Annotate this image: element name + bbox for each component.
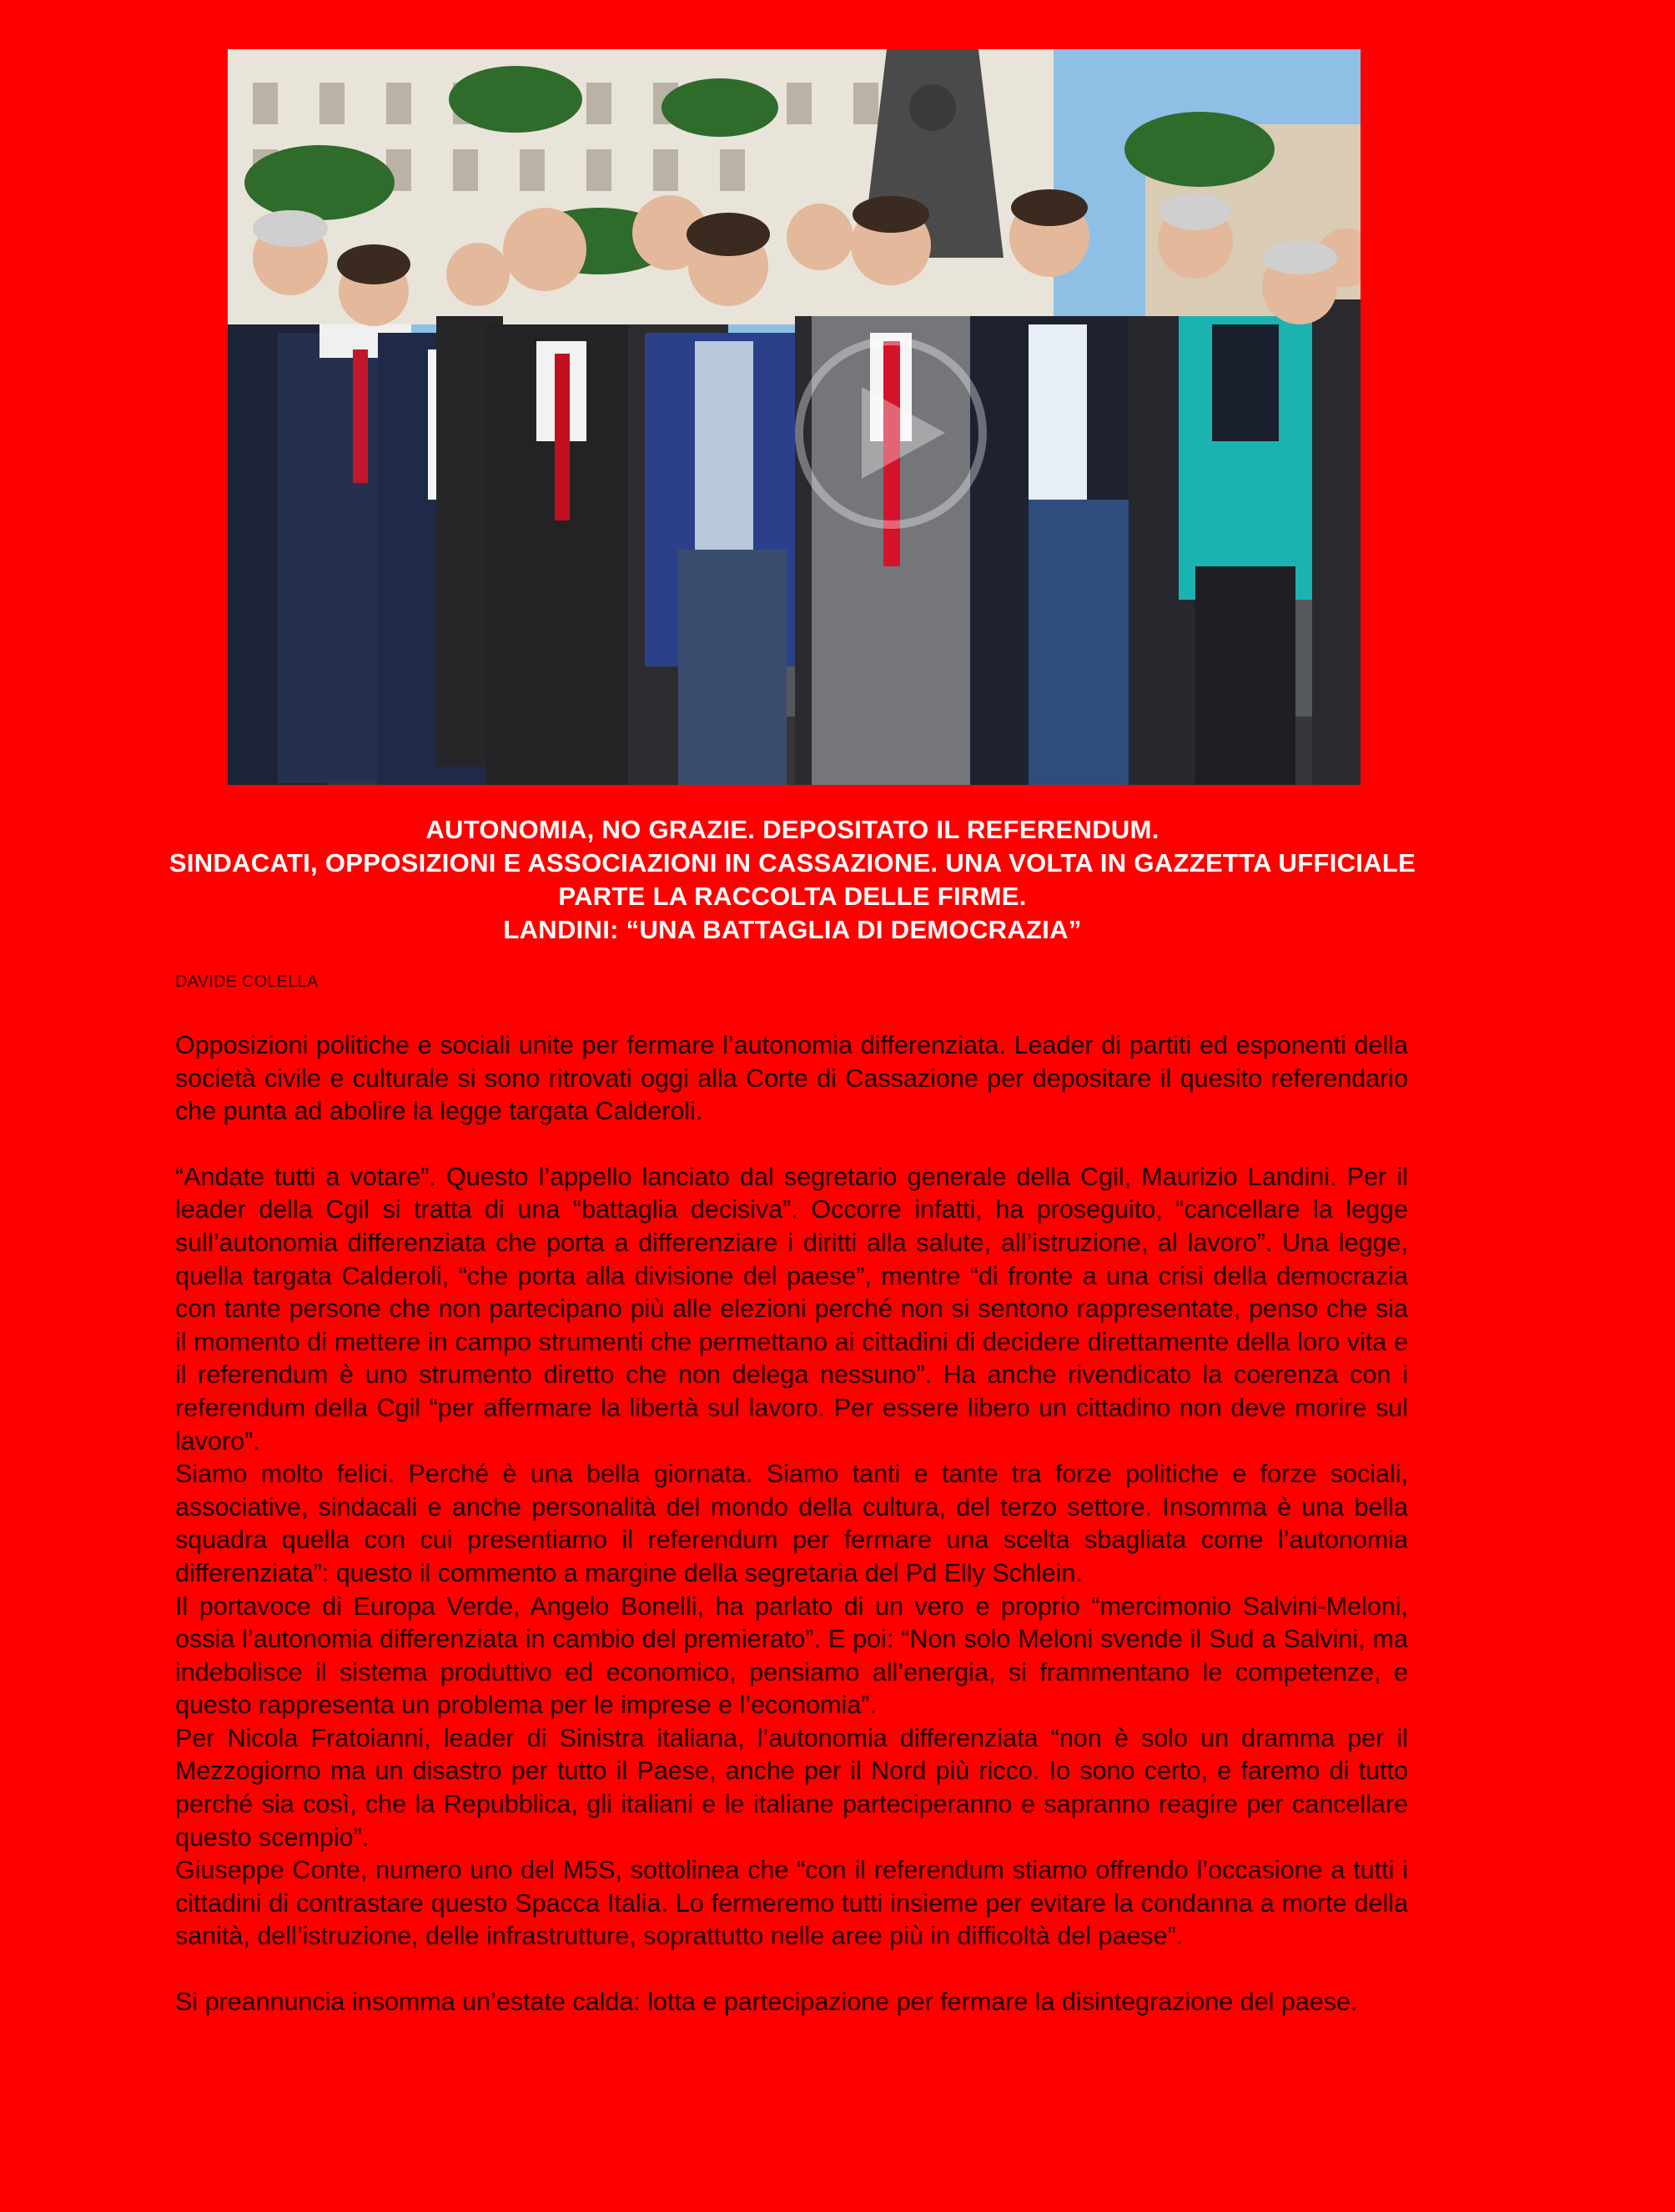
article-photo <box>228 49 1361 785</box>
headline-line-2: SINDACATI, OPPOSIZIONI E ASSOCIAZIONI IN CASSAZIONE. UNA VOLTA IN GAZZETTA UFFICIALE PARTE LA RACCOLTA DELLE FIRME. <box>169 848 1416 911</box>
article-paragraph-landini: “Andate tutti a votare”. Questo l’appello lanciato dal segretario generale della Cgil, Maurizio Landini. Per il leader della Cgil si tratta di una “battaglia decisiva”. Occorre infatti, ha proseguito, “cancellare la legge sull’autonomia differenziata che porta a differenziare i diritti alla salute, all’istruzione, al lavoro”. Una legge, quella targata Calderoli, “che porta alla divisione del paese”, mentre “di fronte a una crisi della democrazia con tante persone che non partecipano più alle elezioni perché non si sentono rappresentate, penso che sia il momento di mettere in campo strumenti che permettano ai cittadini di decidere direttamente della loro vita e il referendum è uno strumento diretto che non delega nessuno”. Ha anche rivendicato la coerenza con i referendum della Cgil “per affermare la libertà sul lavoro. Per essere libero un cittadino non deve morire sul lavoro”. <box>175 1162 1408 1455</box>
article-headline <box>167 813 1418 947</box>
headline-line-1: AUTONOMIA, NO GRAZIE. DEPOSITATO IL REFERENDUM. <box>425 815 1159 844</box>
article-paragraph-fratoianni: Per Nicola Fratoianni, leader di Sinistra italiana, l’autonomia differenziata “non è solo un dramma per il Mezzogiorno ma un disastro per tutto il Paese, anche per il Nord più ricco. Io sono certo, e faremo di tutto perché sia così, che la Repubblica, gli italiani e le italiane parteciperanno e sapranno reagire per cancellare questo scempio”. <box>175 1723 1408 1852</box>
article-paragraph-conclusion: Si preannuncia insomma un’estate calda: lotta e partecipazione per fermare la disintegrazione del paese. <box>175 1988 1358 2017</box>
article-paragraph-bonelli: Il portavoce di Europa Verde, Angelo Bonelli, ha parlato di un vero e proprio “mercimonio Salvini-Meloni, ossia l’autonomia differenziata in cambio del premierato”. E poi: “Non solo Meloni svende il Sud a Salvini, ma indebolisce il sistema produttivo ed economico, pensiamo all’energia, si frammentano le competenze, e questo rappresenta un problema per le imprese e l’economia”. <box>175 1591 1408 1720</box>
article-body <box>175 1029 1408 2019</box>
article-paragraph-schlein: Siamo molto felici. Perché è una bella giornata. Siamo tanti e tante tra forze politiche e forze sociali, associative, sindacali e anche personalità del mondo della cultura, del terzo settore. Insomma è una bella squadra quella con cui presentiamo il referendum per fermare una scelta sbagliata come l’autonomia differenziata”: questo il commento a margine della segretaria del Pd Elly Schlein. <box>175 1460 1408 1587</box>
article-paragraph-intro: Opposizioni politiche e sociali unite per fermare l’autonomia differenziata. Leader di partiti ed esponenti della società civile e culturale si sono ritrovati oggi alla Corte di Cassazione per depositare il quesito referendario che punta ad abolire la legge targata Calderoli. <box>175 1031 1408 1126</box>
headline-line-3: LANDINI: “UNA BATTAGLIA DI DEMOCRAZIA” <box>503 915 1082 944</box>
author-byline: DAVIDE COLELLA <box>175 973 319 991</box>
group-photo-image <box>228 49 1361 785</box>
article-paragraph-conte: Giuseppe Conte, numero uno del M5S, sottolinea che “con il referendum stiamo offrendo l’occasione a tutti i cittadini di contrastare questo Spacca Italia. Lo fermeremo tutti insieme per evitare la condanna a morte della sanità, dell’istruzione, delle infrastrutture, soprattutto nelle aree più in difficoltà del paese”. <box>175 1856 1408 1951</box>
